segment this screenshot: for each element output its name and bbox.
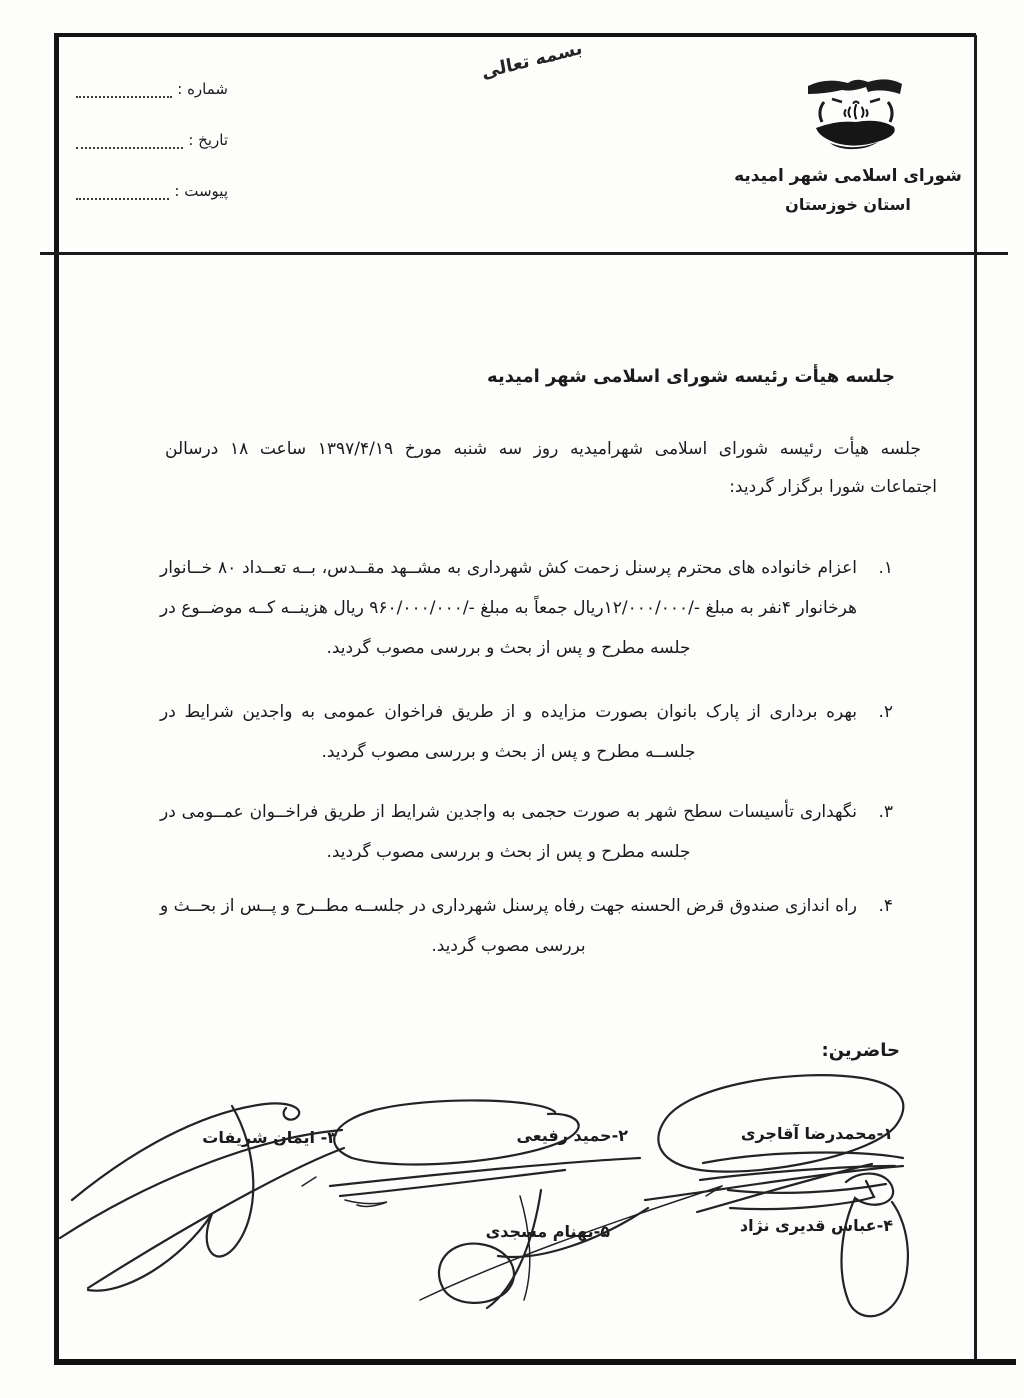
meeting-intro-paragraph <box>165 430 937 506</box>
attachment-field-label: پیوست : <box>174 182 228 200</box>
field-row-attachment <box>76 182 228 200</box>
bismillah-calligraphy: بسمه تعالی <box>480 37 584 84</box>
item-4-number: ۴. <box>878 896 893 916</box>
page-border-top <box>54 33 976 37</box>
item-1-number: ۱. <box>878 558 893 578</box>
attendee-name-2: ۲-حمید رفیعی <box>516 1126 628 1145</box>
organization-block <box>728 166 968 214</box>
date-field-label: تاریخ : <box>188 131 228 149</box>
signature-rafiei <box>302 1100 640 1206</box>
letterhead-fields <box>76 80 228 233</box>
intro-line-2: اجتماعات شورا برگزار گردید: <box>729 477 937 497</box>
resolution-item-1 <box>160 548 893 668</box>
page-border-left <box>54 33 59 1365</box>
attachment-field-dotted-line <box>76 185 169 200</box>
signature-aghajari <box>645 1075 903 1212</box>
attendee-name-4: ۴-عباس قدیری نژاد <box>739 1216 893 1235</box>
resolution-item-2 <box>160 692 893 772</box>
page-border-bottom <box>54 1359 1016 1365</box>
page-border-right <box>974 35 977 1365</box>
date-field-dotted-line <box>76 134 183 149</box>
item-3-text: نگهداری تأسیسات سطح شهر به صورت حجمی به واجدین شرایط از طریق فراخــوان عمــومی در جلسه مطرح و پس از بحث و بررسی مصوب گردید. <box>160 802 857 862</box>
province-name: استان خوزستان <box>785 195 911 214</box>
field-row-date <box>76 131 228 149</box>
item-1-text: اعزام خانواده های محترم پرسنل زحمت کش شهرداری به مشــهد مقــدس، بــه تعــداد ۸۰ خــانوار هرخانوار ۴نفر به مبلغ -/۱۲/۰۰۰/۰۰۰ریال جمعاً به مبلغ -/۹۶۰/۰۰۰/۰۰۰ ریال هزینــه کــه موضــوع در جلسه مطرح و پس از بحث و بررسی مصوب گردید. <box>160 558 857 658</box>
number-field-dotted-line <box>76 83 172 98</box>
resolution-item-4 <box>160 886 893 966</box>
resolution-item-3 <box>160 792 893 872</box>
attendee-name-5: ۵-بهنام مسجدی <box>485 1222 610 1241</box>
item-2-text: بهره برداری از پارک بانوان بصورت مزایده و از طریق فراخوان عمومی به واجدین شرایط در جلســه مطرح و پس از بحث و بررسی مصوب گردید. <box>160 702 857 762</box>
meeting-title: جلسه هیأت رئیسه شورای اسلامی شهر امیدیه <box>487 366 895 387</box>
number-field-label: شماره : <box>177 80 228 98</box>
field-row-number <box>76 80 228 98</box>
attendees-heading: حاضرین: <box>821 1040 900 1061</box>
signature-behnam <box>420 1186 722 1308</box>
attendee-name-1: ۱-محمدرضا آقاجری <box>740 1124 893 1143</box>
item-3-number: ۳. <box>878 802 893 822</box>
iran-emblem-stamp-icon <box>796 74 914 156</box>
header-divider-line <box>40 252 1008 255</box>
attendee-name-3: ۳- ایمان شریفات <box>202 1128 337 1147</box>
intro-line-1: جلسه هیأت رئیسه شورای اسلامی شهرامیدیه روز سه شنبه مورخ ۱۳۹۷/۴/۱۹ ساعت ۱۸ درسالن <box>165 439 921 459</box>
council-name: شورای اسلامی شهر امیدیه <box>734 166 962 186</box>
item-2-number: ۲. <box>878 702 893 722</box>
item-4-text: راه اندازی صندوق قرض الحسنه جهت رفاه پرسنل شهرداری در جلســه مطــرح و پــس از بحــث و بررسی مصوب گردید. <box>160 896 857 956</box>
